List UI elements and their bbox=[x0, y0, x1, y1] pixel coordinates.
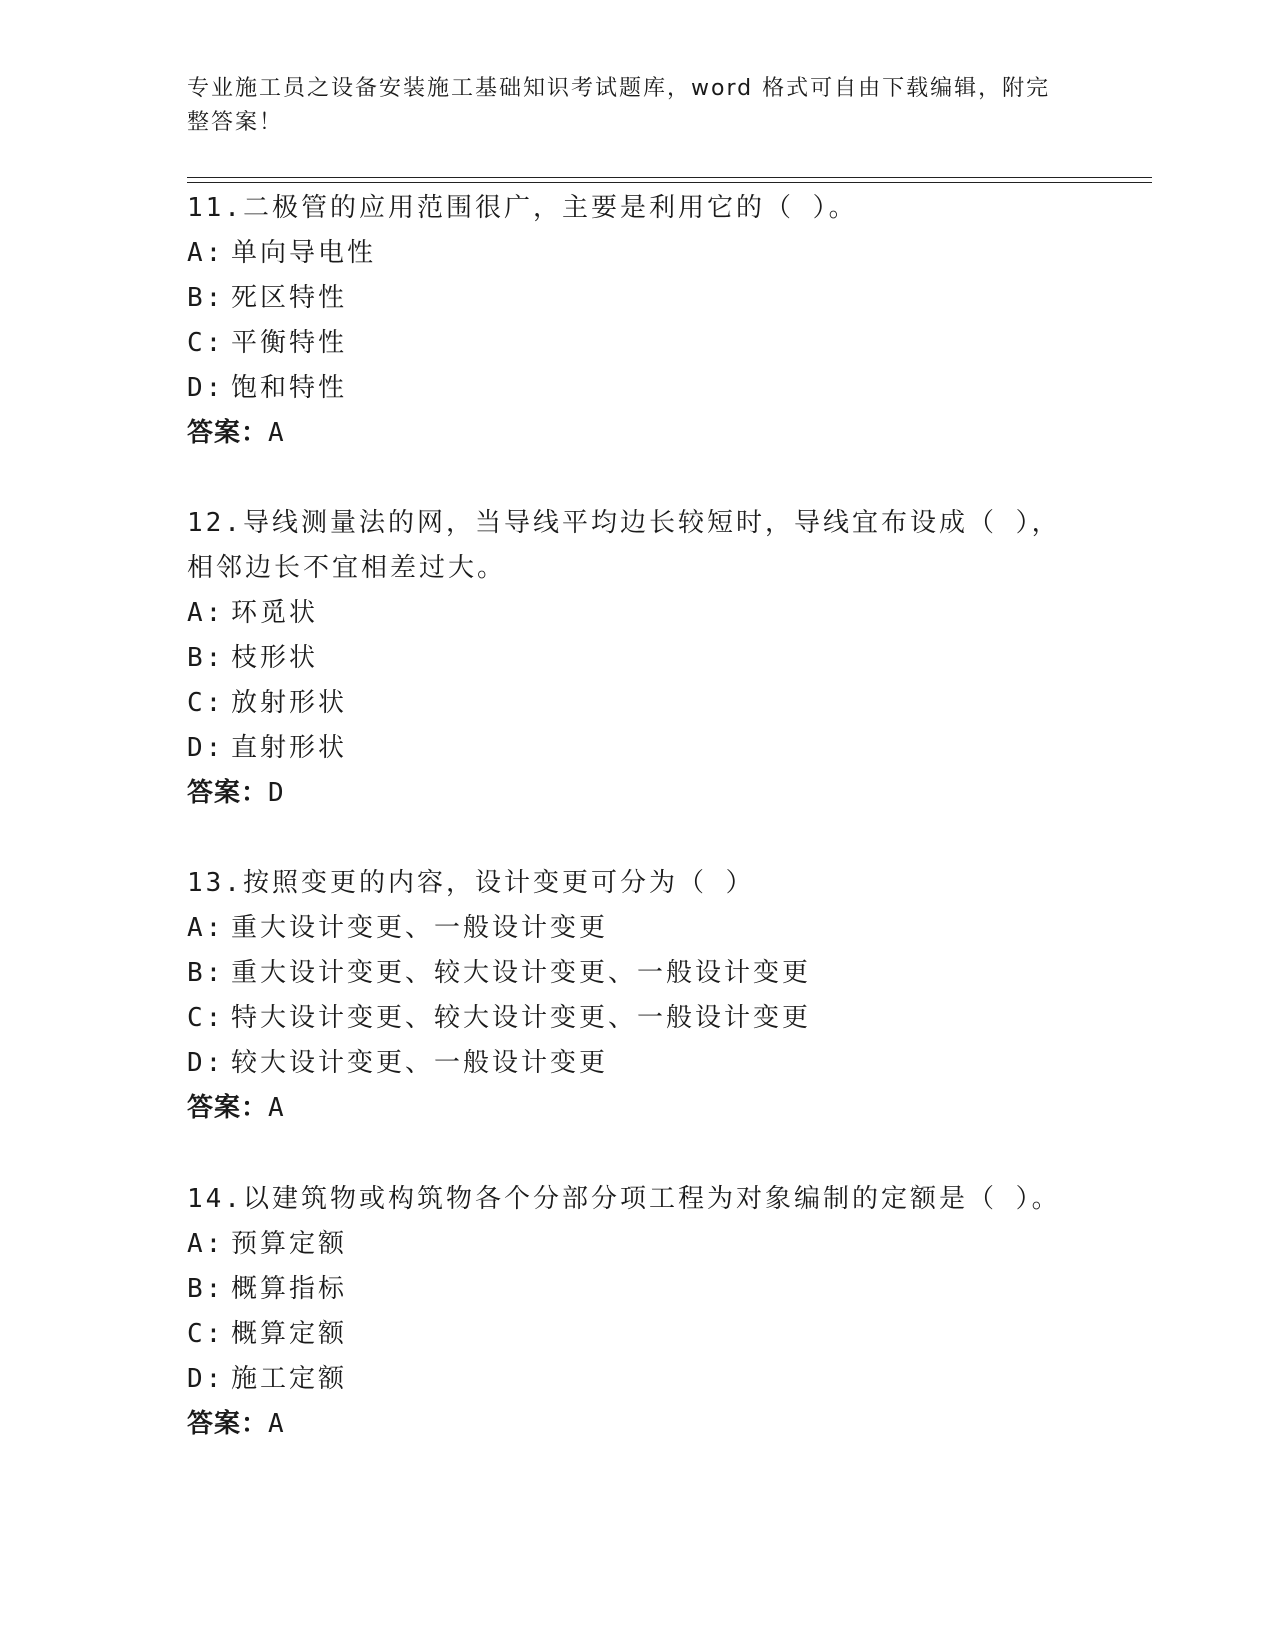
header-line-2: 整答案！ bbox=[187, 110, 284, 135]
option-letter: D: bbox=[187, 373, 225, 403]
option-a bbox=[187, 231, 1087, 276]
option-letter: B: bbox=[187, 643, 225, 673]
option-letter: A: bbox=[187, 598, 225, 628]
answer-value: A bbox=[268, 1093, 285, 1123]
option-a bbox=[187, 906, 1087, 951]
option-letter: B: bbox=[187, 958, 225, 988]
option-letter: C: bbox=[187, 328, 225, 358]
option-text: 预算定额 bbox=[231, 1229, 348, 1259]
option-text: 死区特性 bbox=[231, 283, 348, 313]
option-text: 枝形状 bbox=[231, 643, 319, 673]
answer-value: A bbox=[268, 1409, 285, 1439]
option-a bbox=[187, 1222, 1087, 1267]
option-a bbox=[187, 591, 1087, 636]
option-text: 较大设计变更、一般设计变更 bbox=[231, 1048, 609, 1078]
option-text: 放射形状 bbox=[231, 688, 348, 718]
answer-value: D bbox=[268, 778, 285, 808]
answer-label: 答案： bbox=[187, 1093, 269, 1123]
question-11 bbox=[187, 186, 1087, 456]
question-stem-continued: 相邻边长不宜相差过大。 bbox=[187, 553, 507, 583]
option-text: 概算定额 bbox=[231, 1319, 348, 1349]
option-text: 重大设计变更、一般设计变更 bbox=[231, 913, 609, 943]
answer-line bbox=[187, 771, 1087, 816]
question-14 bbox=[187, 1177, 1087, 1447]
header-line-1: 专业施工员之设备安装施工基础知识考试题库，word 格式可自由下载编辑，附完 bbox=[187, 76, 1051, 101]
option-text: 饱和特性 bbox=[231, 373, 348, 403]
question-stem: 12.导线测量法的网，当导线平均边长较短时，导线宜布设成（ ）， bbox=[187, 508, 1061, 538]
option-b bbox=[187, 1267, 1087, 1312]
option-b bbox=[187, 951, 1087, 996]
option-letter: C: bbox=[187, 688, 225, 718]
option-letter: D: bbox=[187, 1364, 225, 1394]
option-d bbox=[187, 726, 1087, 771]
option-text: 环觅状 bbox=[231, 598, 319, 628]
option-d bbox=[187, 366, 1087, 411]
option-letter: A: bbox=[187, 238, 225, 268]
question-stem: 14.以建筑物或构筑物各个分部分项工程为对象编制的定额是（ ）。 bbox=[187, 1184, 1061, 1214]
option-text: 重大设计变更、较大设计变更、一般设计变更 bbox=[231, 958, 812, 988]
answer-line bbox=[187, 411, 1087, 456]
option-text: 施工定额 bbox=[231, 1364, 348, 1394]
answer-label: 答案： bbox=[187, 778, 269, 808]
option-text: 概算指标 bbox=[231, 1274, 348, 1304]
option-letter: A: bbox=[187, 913, 225, 943]
question-12 bbox=[187, 501, 1087, 816]
option-d bbox=[187, 1041, 1087, 1086]
option-letter: B: bbox=[187, 283, 225, 313]
option-letter: D: bbox=[187, 1048, 225, 1078]
question-stem: 11.二极管的应用范围很广，主要是利用它的（ ）。 bbox=[187, 193, 858, 223]
option-letter: B: bbox=[187, 1274, 225, 1304]
answer-value: A bbox=[268, 418, 285, 448]
option-text: 平衡特性 bbox=[231, 328, 348, 358]
option-letter: C: bbox=[187, 1003, 225, 1033]
option-text: 直射形状 bbox=[231, 733, 348, 763]
option-c bbox=[187, 996, 1087, 1041]
question-stem: 13.按照变更的内容，设计变更可分为（ ） bbox=[187, 868, 755, 898]
header-divider-bottom bbox=[187, 182, 1152, 183]
option-b bbox=[187, 636, 1087, 681]
header-divider-top bbox=[187, 177, 1152, 178]
document-header bbox=[187, 72, 1057, 140]
answer-label: 答案： bbox=[187, 418, 269, 448]
option-d bbox=[187, 1357, 1087, 1402]
option-c bbox=[187, 321, 1087, 366]
option-text: 单向导电性 bbox=[231, 238, 377, 268]
option-letter: C: bbox=[187, 1319, 225, 1349]
answer-label: 答案： bbox=[187, 1409, 269, 1439]
option-text: 特大设计变更、较大设计变更、一般设计变更 bbox=[231, 1003, 812, 1033]
option-b bbox=[187, 276, 1087, 321]
answer-line bbox=[187, 1086, 1087, 1131]
question-13 bbox=[187, 861, 1087, 1131]
option-letter: A: bbox=[187, 1229, 225, 1259]
option-c bbox=[187, 1312, 1087, 1357]
option-letter: D: bbox=[187, 733, 225, 763]
answer-line bbox=[187, 1402, 1087, 1447]
option-c bbox=[187, 681, 1087, 726]
